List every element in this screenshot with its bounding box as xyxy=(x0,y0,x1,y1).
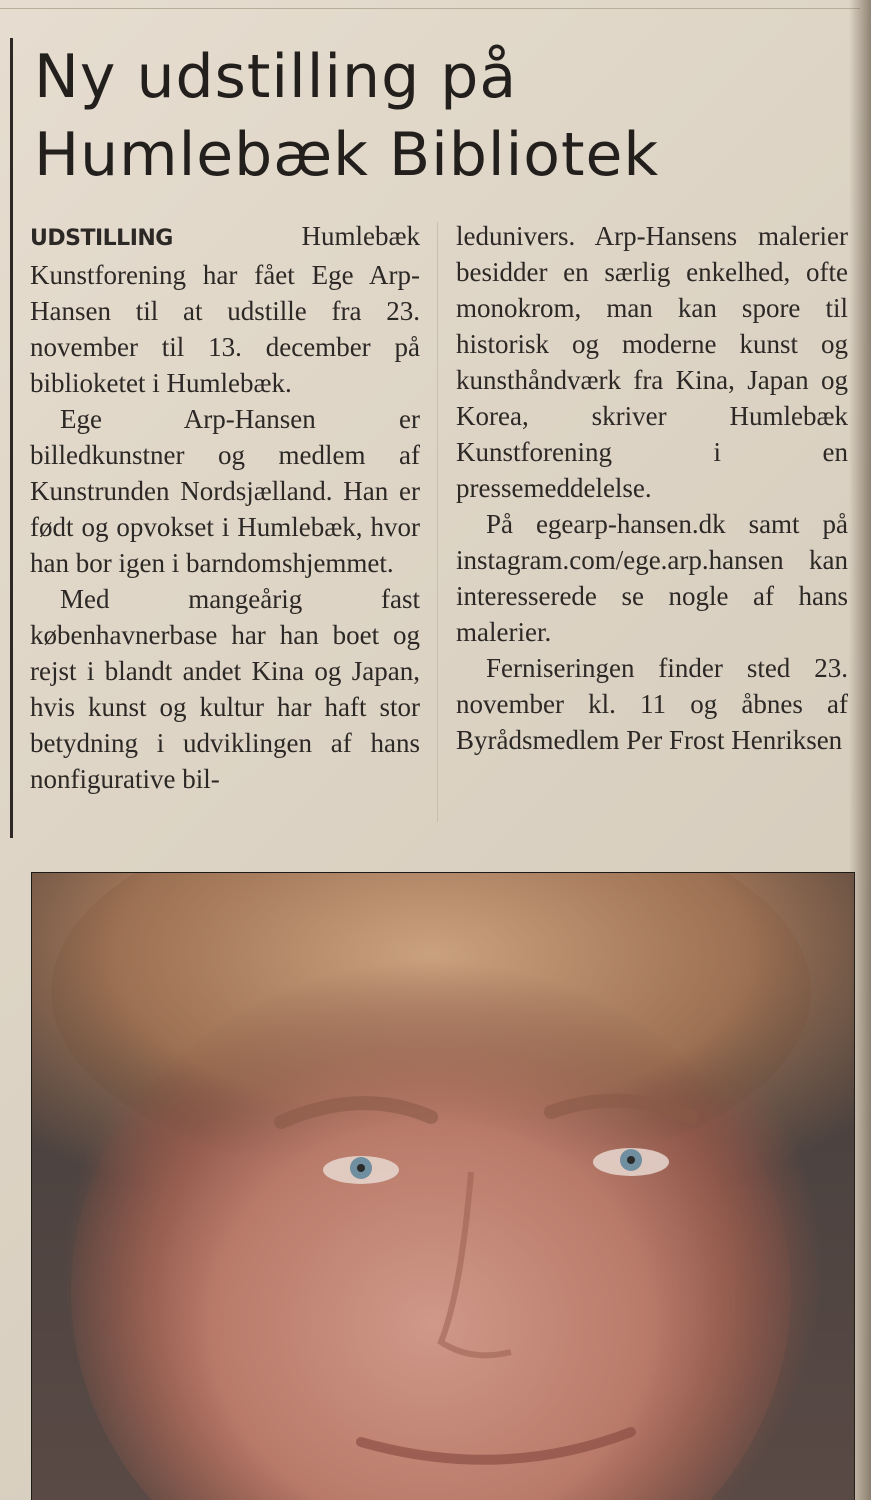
right-pupil xyxy=(627,1156,635,1164)
headline-line-1: Ny udstilling på xyxy=(34,42,518,112)
paragraph-5: Ferniseringen finder sted 23. november kl. 11 og åbnes af Byrådsmedlem Per Frost Henriksen xyxy=(456,653,848,755)
top-rule xyxy=(0,8,860,9)
article-column-right xyxy=(456,218,848,758)
column-divider xyxy=(437,222,438,822)
paragraph-1 xyxy=(30,218,420,401)
article-column-left xyxy=(30,218,420,797)
left-column-rule xyxy=(10,38,13,838)
headline-line-2: Humlebæk Bibliotek xyxy=(34,120,660,190)
paragraph-3-part-2: ledunivers. Arp-Hansens malerier besidder en særlig enkelhed, ofte monokrom, man kan spore til historisk og moderne kunst og kunsthåndværk fra Kina, Japan og Korea, skriver Humlebæk Kunstforening i en pressemeddelelse. xyxy=(456,221,848,503)
paragraph-2: Ege Arp-Hansen er billedkunstner og medlem af Kunstrunden Nordsjælland. Han er født og opvokset i Humlebæk, hvor han bor igen i barndomshjemmet. xyxy=(30,404,420,578)
paragraph-3-part-1: Med mangeårig fast københavnerbase har han boet og rejst i blandt andet Kina og Japan, hvis kunst og kultur har haft stor betydning i udviklingen af hans nonfigurative bil- xyxy=(30,584,420,794)
paragraph-1-text: Humlebæk Kunstforening har fået Ege Arp-Hansen til at udstille fra 23. november til 13. december på biblioketet i Humlebæk. xyxy=(30,221,420,398)
paragraph-4: På egearp-hansen.dk samt på instagram.com/ege.arp.hansen kan interesserede se nogle af hans malerier. xyxy=(456,509,848,647)
page-shadow xyxy=(849,0,871,1500)
headline xyxy=(34,38,834,194)
kicker: UDSTILLING xyxy=(30,226,173,251)
portrait-photo xyxy=(31,872,855,1500)
left-pupil xyxy=(357,1164,365,1172)
portrait-illustration xyxy=(31,872,855,1500)
